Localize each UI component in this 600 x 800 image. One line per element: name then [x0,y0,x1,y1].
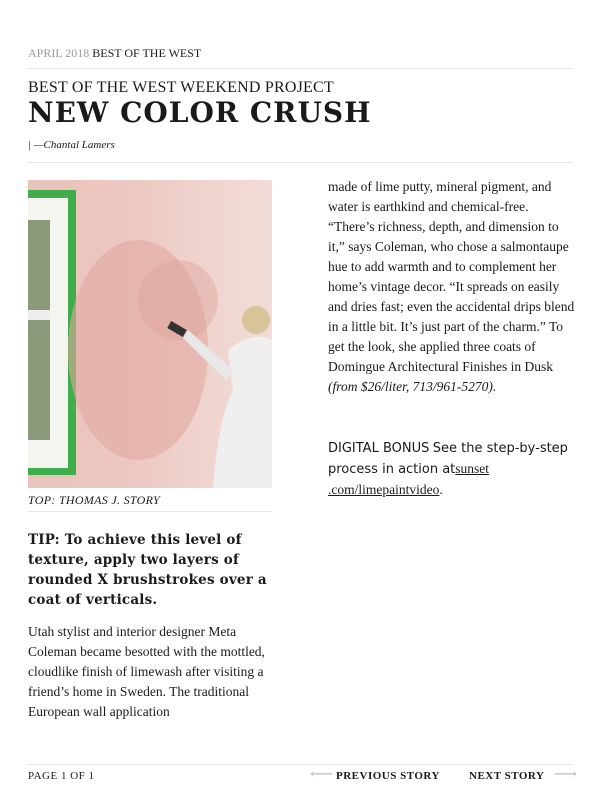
article-title: NEW COLOR CRUSH [28,96,372,129]
issue-kicker [28,46,201,61]
bonus-end: . [439,482,443,497]
photo-caption: TOP: THOMAS J. STORY [28,493,161,507]
arrow-left-icon[interactable]: ⟵ [310,764,333,783]
section-link[interactable]: BEST OF THE WEST [92,46,202,60]
divider [28,764,572,765]
price-info: (from $26/liter, 713/961-5270). [328,379,497,394]
divider [28,511,272,512]
bonus-link[interactable]: sunset .com/limepaintvideo [328,461,490,497]
article-photo [28,180,272,488]
next-story-link[interactable]: NEXT STORY [469,770,545,782]
previous-story-link[interactable]: PREVIOUS STORY [336,770,440,782]
bonus-label: DIGITAL BONUS [328,441,430,456]
divider [28,162,572,163]
body-text: made of lime putty, mineral pigment, and water is earthkind and chemical-free. “There’s richness, depth, and dimension to it,” says Coleman, who chose a salmontaupe hue to add warmth and to complement her home’s vintage decor. “It spreads on easily and dries fast; even the accidental drips blend in a little bit. It’s just part of the charm.” To get the look, she applied three coats of Domingue Architectural Finishes in Dusk [328,179,575,374]
body-text-left: Utah stylist and interior designer Meta Coleman became besotted with the mottled, cloudlike finish of limewash after visiting a friend’s home in Sweden. The traditional European wall application [28,624,265,719]
arrow-right-icon[interactable]: ⟶ [554,764,577,783]
tip-text: TIP: To achieve this level of texture, apply two layers of rounded X brushstrokes over a coat of verticals. [28,532,267,608]
issue-date: APRIL 2018 [28,46,90,60]
article-subtitle: BEST OF THE WEST WEEKEND PROJECT [28,79,334,96]
bonus-text: See the step-by-step process in action at [328,441,568,477]
page-indicator: PAGE 1 OF 1 [28,770,95,782]
divider [28,68,572,69]
digital-bonus [328,438,578,500]
body-text-right [328,177,578,397]
byline: | —Chantal Lamers [28,139,115,151]
